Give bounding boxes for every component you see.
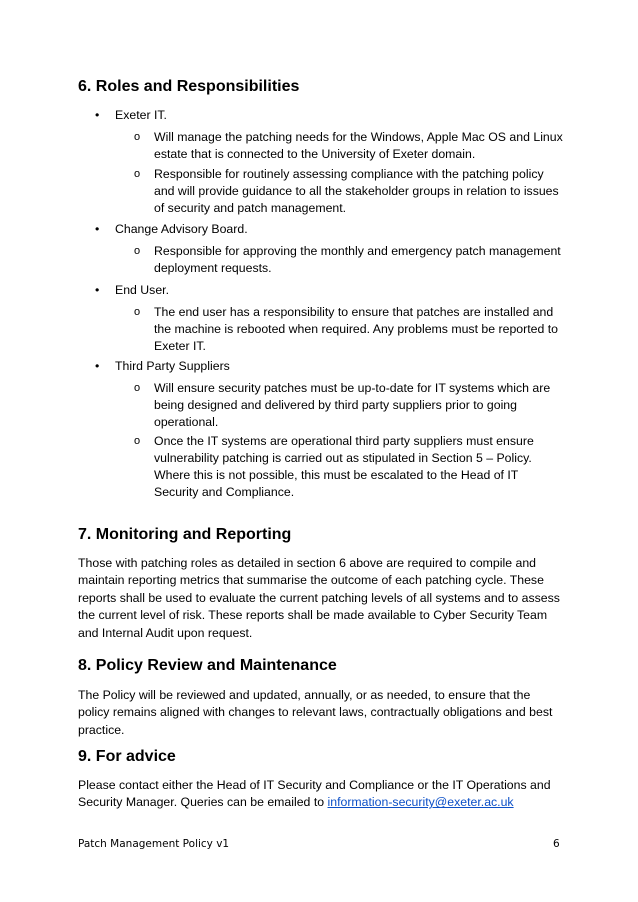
section-6-heading: 6. Roles and Responsibilities <box>78 78 300 95</box>
circle-bullet-icon: o <box>134 131 141 143</box>
bullet-label: End User. <box>115 283 169 297</box>
sub-item-text: Will ensure security patches must be up-to-date for IT systems which are being designed and delivered by third party suppliers prior to going operational. <box>154 381 551 429</box>
bullet-icon: • <box>95 359 100 373</box>
bullet-icon: • <box>95 222 100 236</box>
sub-item-text: Will manage the patching needs for the Windows, Apple Mac OS and Linux estate that is connected to the University of Exeter domain. <box>154 130 563 161</box>
sub-item-text: Responsible for approving the monthly and emergency patch management deployment requests. <box>154 244 561 275</box>
section-8-heading: 8. Policy Review and Maintenance <box>78 657 337 674</box>
sub-item <box>134 380 564 431</box>
circle-bullet-icon: o <box>134 245 141 257</box>
sub-item-text: Once the IT systems are operational third party suppliers must ensure vulnerability patching is carried out as stipulated in Section 5 – Policy. Where this is not possible, this must be escalated to the Head of IT Security and Compliance. <box>154 434 534 499</box>
sub-item-text: Responsible for routinely assessing compliance with the patching policy and will provide guidance to all the stakeholder groups in relation to issues of security and patch management. <box>154 167 559 215</box>
circle-bullet-icon: o <box>134 382 141 394</box>
circle-bullet-icon: o <box>134 168 141 180</box>
section-8-body: The Policy will be reviewed and updated, annually, or as needed, to ensure that the policy remains aligned with changes to relevant laws, contractually obligations and best practice. <box>78 688 553 737</box>
section-9-heading: 9. For advice <box>78 748 176 765</box>
section-7-heading: 7. Monitoring and Reporting <box>78 526 292 543</box>
email-link[interactable]: information-security@exeter.ac.uk <box>327 795 514 810</box>
section-9-body <box>78 777 563 812</box>
section-7-body: Those with patching roles as detailed in section 6 above are required to compile and maintain reporting metrics that summarise the outcome of each patching cycle. These reports shall be used to evaluate the current patching levels of all systems and to assess the current level of risk. These reports shall be made available to Cyber Security Team and Internal Audit upon request. <box>78 556 560 640</box>
circle-bullet-icon: o <box>134 435 141 447</box>
bullet-icon: • <box>95 108 100 122</box>
section-9-text: Please contact either the Head of IT Security and Compliance or the IT Operations and Security Manager. Queries can be emailed to <box>78 778 551 810</box>
sub-item <box>134 129 564 163</box>
sub-item-text: The end user has a responsibility to ensure that patches are installed and the machine is rebooted when required. Any problems must be reported to Exeter IT. <box>154 305 558 353</box>
sub-item <box>134 166 564 217</box>
sub-item <box>134 243 564 277</box>
bullet-label: Third Party Suppliers <box>115 359 230 373</box>
footer-page-number: 6 <box>553 838 560 850</box>
sub-item <box>134 433 564 501</box>
bullet-label: Exeter IT. <box>115 108 167 122</box>
circle-bullet-icon: o <box>134 306 141 318</box>
bullet-icon: • <box>95 283 100 297</box>
bullet-label: Change Advisory Board. <box>115 222 248 236</box>
footer-doc-title: Patch Management Policy v1 <box>78 838 230 850</box>
sub-item <box>134 304 564 355</box>
